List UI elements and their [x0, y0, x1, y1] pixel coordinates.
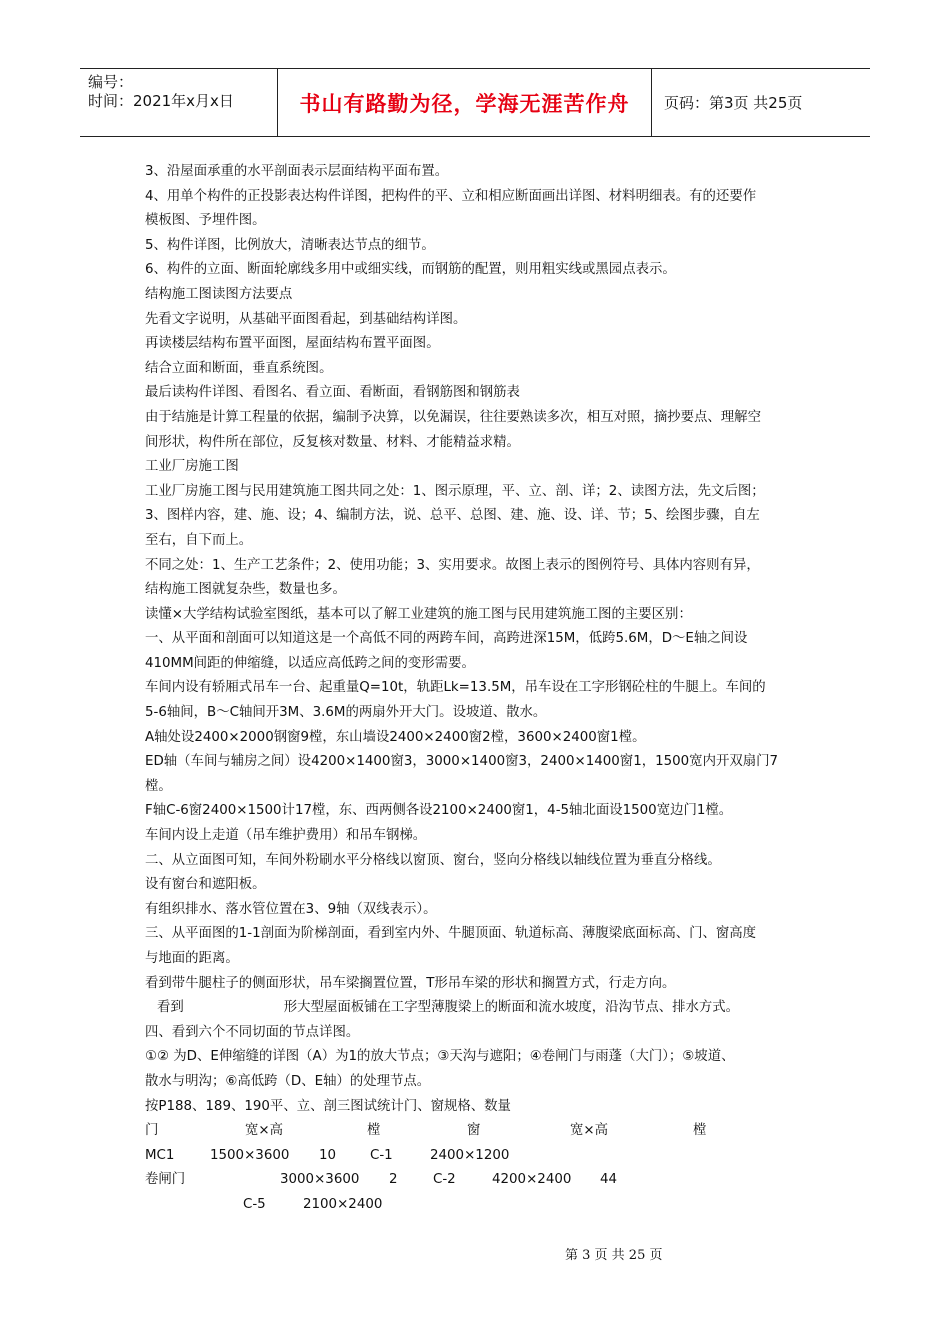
text-line: 工业厂房施工图与民用建筑施工图共同之处：1、图示原理，平、立、剖、详；2、读图方法，先文后图； [145, 483, 765, 499]
text-line: 5-6轴间，B～C轴间开3M、3.6M的两扇外开大门。设坡道、散水。 [145, 705, 547, 721]
text-line: ED轴（车间与辅房之间）设4200×1400窗3，3000×1400窗3，2400×1400窗1，1500宽内开双扇门7 [145, 754, 779, 770]
text-line: 设有窗台和遮阳板。 [145, 877, 266, 893]
text-line: 车间内设上走道（吊车维护费用）和吊车钢梯。 [145, 828, 427, 844]
text-line: 3、沿屋面承重的水平剖面表示层面结构平面布置。 [145, 164, 449, 179]
body-text [145, 160, 810, 1218]
text-line: 一、从平面和剖面可以知道这是一个高低不同的两跨车间，高跨进深15M，低跨5.6M，D～E轴之间设 [145, 631, 748, 647]
table-cell: 2 [389, 1172, 398, 1188]
table-cell: 2400×1200 [430, 1147, 510, 1163]
table-cell: C-5 [243, 1196, 266, 1212]
text-line: 有组织排水、落水管位置在3、9轴（双线表示）。 [145, 901, 437, 917]
text-line: 至右，自下而上。 [145, 532, 253, 548]
table-cell: C-1 [370, 1147, 393, 1163]
table-cell: 44 [600, 1172, 618, 1188]
section-heading: 工业厂房施工图 [145, 459, 239, 475]
text-line: 结合立面和断面，垂直系统图。 [145, 360, 333, 376]
document-date: 时间：2021年x月x日 [88, 92, 234, 110]
text-line: 四、看到六个不同切面的节点详图。 [145, 1024, 360, 1040]
section-heading: 结构施工图读图方法要点 [145, 286, 293, 302]
text-line: 三、从平面图的1-1剖面为阶梯剖面，看到室内外、牛腿顶面、轨道标高、薄腹梁底面标高、门、窗高度 [145, 926, 757, 942]
table-header-cell: 樘 [367, 1123, 381, 1139]
text-line: ①② 为D、E伸缩缝的详图（A）为1的放大节点；③天沟与遮阳；④卷闸门与雨蓬（大门）；⑤坡道、 [145, 1049, 735, 1065]
table-cell: 3000×3600 [280, 1172, 360, 1188]
table-cell: C-2 [433, 1172, 456, 1188]
text-line: 再读楼层结构布置平面图，屋面结构布置平面图。 [145, 336, 440, 352]
text-line: 间形状，构件所在部位，反复核对数量、材料、才能精益求精。 [145, 434, 520, 450]
text-line: 3、图样内容，建、施、设；4、编制方法，说、总平、总图、建、施、设、详、节；5、绘图步骤，自左 [145, 508, 760, 524]
text-line: 读懂×大学结构试验室图纸，基本可以了解工业建筑的施工图与民用建筑施工图的主要区别： [145, 606, 692, 622]
table-cell: 10 [319, 1147, 337, 1163]
text-line: 散水与明沟；⑥高低跨（D、E轴）的处理节点。 [145, 1073, 431, 1089]
page-header [80, 68, 870, 137]
text-line: 6、构件的立面、断面轮廓线多用中或细实线，而钢筋的配置，则用粗实线或黑园点表示。 [145, 262, 676, 278]
text-line: A轴处设2400×2000钢窗9樘，东山墙设2400×2400窗2樘，3600×2400窗1樘。 [145, 729, 646, 745]
header-motto: 书山有路勤为径，学海无涯苦作舟 [299, 91, 630, 116]
text-fragment: 看到 [157, 1000, 184, 1016]
table-cell: 卷闸门 [145, 1172, 186, 1188]
header-motto-cell [278, 69, 652, 136]
document-number-label: 编号： [88, 73, 134, 91]
table-cell: 4200×2400 [492, 1172, 572, 1188]
table-header-cell: 宽×高 [570, 1123, 609, 1139]
table-cell: MC1 [145, 1147, 175, 1163]
table-header-cell: 门 [145, 1123, 159, 1139]
header-page-info: 页码：第3页 共25页 [664, 94, 803, 112]
text-line: 5、构件详图，比例放大，清晰表达节点的细节。 [145, 237, 435, 253]
text-fragment: 形大型屋面板铺在工字型薄腹梁上的断面和流水坡度，沿沟节点、排水方式。 [283, 1000, 740, 1016]
text-line: 先看文字说明，从基础平面图看起，到基础结构详图。 [145, 311, 467, 327]
text-line: 与地面的距离。 [145, 951, 239, 966]
table-cell: 1500×3600 [210, 1147, 290, 1163]
table-cell: 2100×2400 [303, 1196, 383, 1212]
text-line: 结构施工图就复杂些，数量也多。 [145, 582, 346, 598]
text-line: 看到带牛腿柱子的侧面形状，吊车梁搁置位置，T形吊车梁的形状和搁置方式，行走方向。 [145, 975, 676, 991]
text-line: 最后读构件详图、看图名、看立面、看断面，看钢筋图和钢筋表 [145, 385, 520, 401]
text-line: 樘。 [145, 778, 172, 794]
text-line: 模板图、予埋件图。 [145, 213, 266, 229]
text-line: 不同之处：1、生产工艺条件；2、使用功能；3、实用要求。故图上表示的图例符号、具体内容则有异， [145, 557, 760, 573]
text-line [145, 996, 810, 1021]
table-header-row [145, 1119, 810, 1144]
footer-page-number: 第 3 页 共 25 页 [565, 1248, 663, 1263]
text-line: 车间内设有轿厢式吊车一台、起重量Q=10t，轨距Lk=13.5M，吊车设在工字形钢砼柱的牛腿上。车间的 [145, 680, 766, 696]
text-line: F轴C-6窗2400×1500计17樘，东、西两侧各设2100×2400窗1，4-5轴北面设1500宽边门1樘。 [145, 803, 733, 819]
table-header-cell: 宽×高 [245, 1123, 284, 1139]
table-row [145, 1193, 810, 1218]
table-row [145, 1144, 810, 1169]
table-row [145, 1168, 810, 1193]
table-header-cell: 樘 [693, 1123, 707, 1139]
header-meta [80, 69, 278, 136]
table-header-cell: 窗 [467, 1123, 481, 1139]
text-line: 4、用单个构件的正投影表达构件详图，把构件的平、立和相应断面画出详图、材料明细表。有的还要作 [145, 188, 757, 204]
text-line: 410MM间距的伸缩缝，以适应高低跨之间的变形需要。 [145, 655, 475, 671]
text-line: 二、从立面图可知，车间外粉刷水平分格线以窗顶、窗台，竖向分格线以轴线位置为垂直分格线。 [145, 852, 721, 868]
text-line: 按P188、189、190平、立、剖三图试统计门、窗规格、数量 [145, 1098, 511, 1114]
text-line: 由于结施是计算工程量的依据，编制予决算，以免漏误，往往要熟读多次，相互对照，摘抄要点、理解空 [145, 409, 761, 425]
